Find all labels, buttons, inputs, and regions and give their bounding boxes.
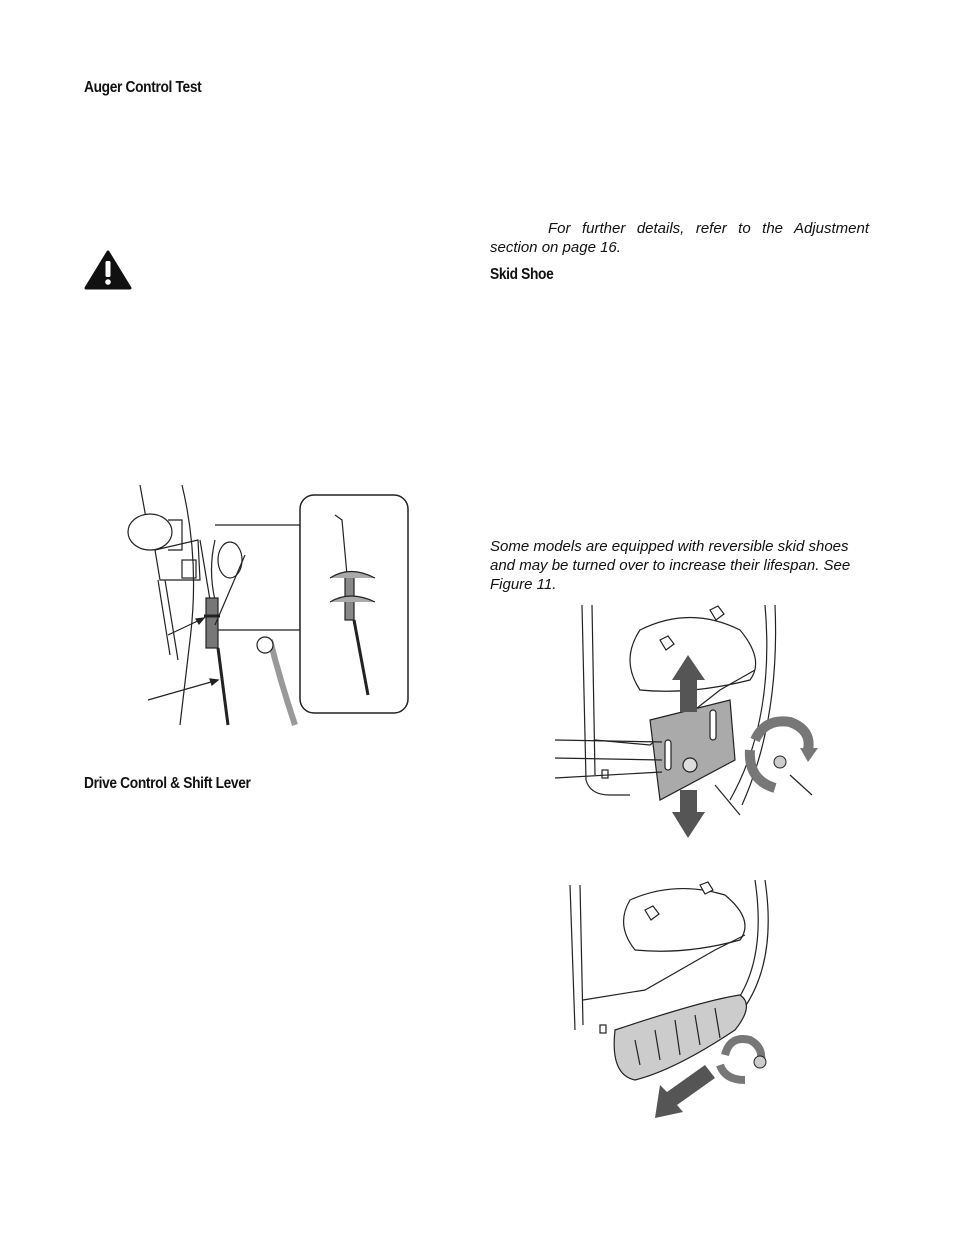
heading-skid-shoe: Skid Shoe <box>490 266 554 283</box>
adjustment-reference-note: For further details, refer to the Adjustment section on page 16. <box>490 220 869 256</box>
warning-triangle-icon <box>84 250 132 290</box>
heading-auger-control-test: Auger Control Test <box>84 79 202 96</box>
heading-drive-control-shift-lever: Drive Control & Shift Lever <box>84 775 251 792</box>
reversible-skid-shoe-note: Some models are equipped with reversible skid shoes and may be turned over to increase their lifespan. See Figure 11. <box>490 538 851 593</box>
auger-cable-figure <box>120 480 420 730</box>
skid-shoe-reverse-figure <box>565 880 805 1120</box>
skid-shoe-adjust-figure <box>550 600 820 840</box>
